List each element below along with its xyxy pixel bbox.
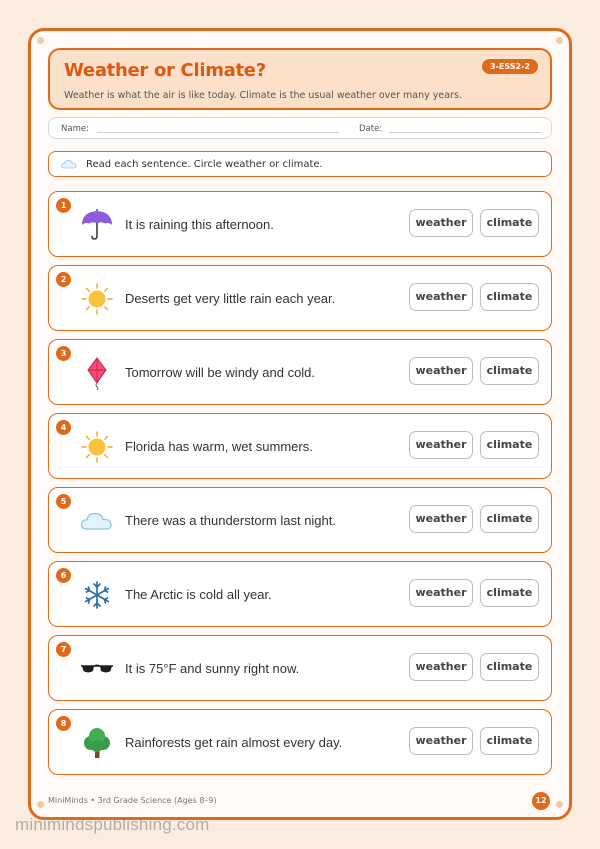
page-title: Weather or Climate? xyxy=(64,60,266,81)
umbrella-icon xyxy=(80,208,114,242)
snowflake-icon xyxy=(80,578,114,612)
name-label: Name: xyxy=(61,124,89,134)
weather-option[interactable]: weather xyxy=(409,431,473,459)
cloud-icon xyxy=(61,159,77,169)
weather-option[interactable]: weather xyxy=(409,505,473,533)
watermark: minimindspublishing.com xyxy=(15,815,210,834)
climate-option[interactable]: climate xyxy=(480,653,539,681)
question-item xyxy=(48,561,552,627)
page-number: 12 xyxy=(532,792,550,810)
climate-option[interactable]: climate xyxy=(480,727,539,755)
question-number: 1 xyxy=(56,198,71,213)
climate-option[interactable]: climate xyxy=(480,357,539,385)
question-item xyxy=(48,635,552,701)
question-number: 2 xyxy=(56,272,71,287)
question-sentence: Florida has warm, wet summers. xyxy=(125,439,313,454)
question-item xyxy=(48,709,552,775)
climate-option[interactable]: climate xyxy=(480,431,539,459)
tree-icon xyxy=(80,726,114,760)
instructions-text: Read each sentence. Circle weather or climate. xyxy=(86,159,323,170)
weather-option[interactable]: weather xyxy=(409,653,473,681)
kite-icon xyxy=(80,356,114,390)
corner-dot xyxy=(37,37,44,44)
question-item xyxy=(48,191,552,257)
question-number: 4 xyxy=(56,420,71,435)
question-sentence: Tomorrow will be windy and cold. xyxy=(125,365,316,380)
corner-dot xyxy=(556,37,563,44)
question-sentence: There was a thunderstorm last night. xyxy=(125,513,336,528)
question-item xyxy=(48,487,552,553)
question-item xyxy=(48,339,552,405)
question-item xyxy=(48,265,552,331)
question-number: 6 xyxy=(56,568,71,583)
cloud-icon xyxy=(80,504,114,538)
question-sentence: It is raining this afternoon. xyxy=(125,217,274,232)
corner-dot xyxy=(37,801,44,808)
weather-option[interactable]: weather xyxy=(409,357,473,385)
standard-badge: 3-ESS2-2 xyxy=(482,59,538,74)
climate-option[interactable]: climate xyxy=(480,283,539,311)
climate-option[interactable]: climate xyxy=(480,579,539,607)
name-date-bar xyxy=(48,117,552,139)
weather-option[interactable]: weather xyxy=(409,727,473,755)
sun-icon xyxy=(80,282,114,316)
question-number: 8 xyxy=(56,716,71,731)
footer-credit: MiniMinds • 3rd Grade Science (Ages 8–9) xyxy=(48,796,217,805)
question-sentence: Rainforests get rain almost every day. xyxy=(125,735,343,750)
question-sentence: The Arctic is cold all year. xyxy=(125,587,272,602)
corner-dot xyxy=(556,801,563,808)
weather-option[interactable]: weather xyxy=(409,209,473,237)
question-number: 3 xyxy=(56,346,71,361)
name-field[interactable] xyxy=(97,132,339,133)
date-field[interactable] xyxy=(389,132,541,133)
climate-option[interactable]: climate xyxy=(480,209,539,237)
question-number: 7 xyxy=(56,642,71,657)
question-sentence: It is 75°F and sunny right now. xyxy=(125,661,300,676)
question-sentence: Deserts get very little rain each year. xyxy=(125,291,336,306)
weather-option[interactable]: weather xyxy=(409,579,473,607)
page-subtitle: Weather is what the air is like today. Climate is the usual weather over many years. xyxy=(64,90,462,101)
sun-icon xyxy=(80,430,114,464)
question-number: 5 xyxy=(56,494,71,509)
sunglasses-icon xyxy=(80,652,114,686)
climate-option[interactable]: climate xyxy=(480,505,539,533)
title-banner xyxy=(48,48,552,110)
question-item xyxy=(48,413,552,479)
instructions-box xyxy=(48,151,552,177)
weather-option[interactable]: weather xyxy=(409,283,473,311)
date-label: Date: xyxy=(359,124,383,134)
